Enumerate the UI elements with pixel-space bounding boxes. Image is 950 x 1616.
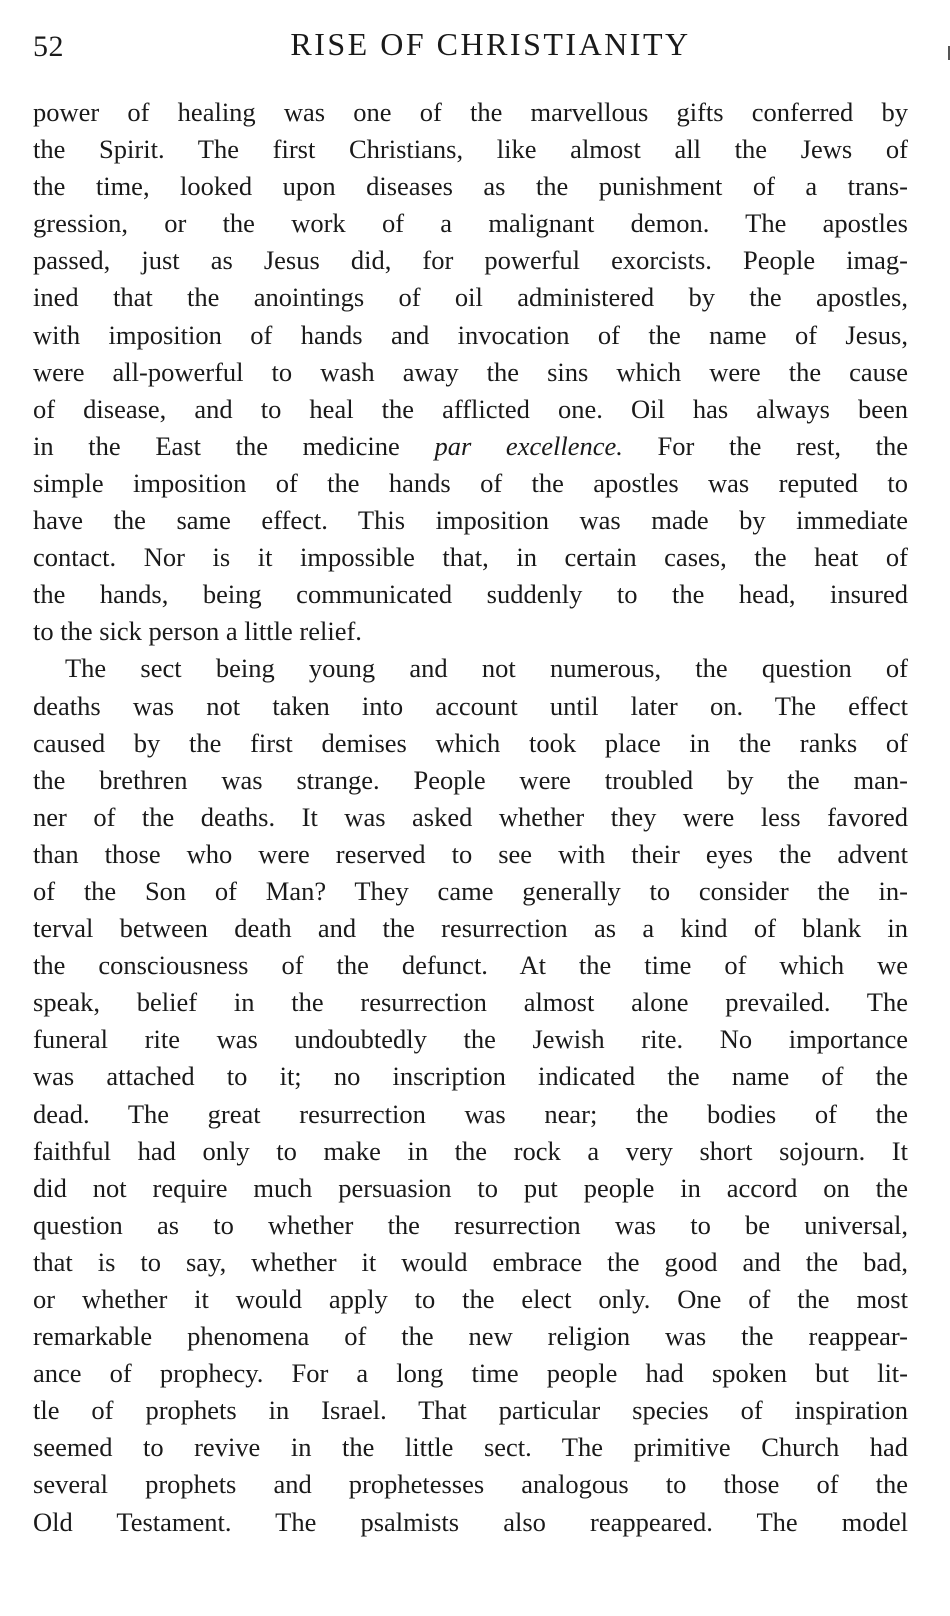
- text-line: power of healing was one of the marvellous gifts conferred by: [33, 97, 908, 127]
- text-line: the Spirit. The first Christians, like almost all the Jews of: [33, 134, 908, 165]
- text-line: the hands, being communicated suddenly to the head, insured: [33, 579, 908, 610]
- text-line: deaths was not taken into account until later on. The effect: [33, 690, 908, 721]
- text-line: passed, just as Jesus did, for powerful exorcists. People imag-: [33, 245, 908, 276]
- text-line: with imposition of hands and invocation of the name of Jesus,: [33, 319, 908, 350]
- text-line: were all-powerful to wash away the sins which were the cause: [33, 356, 908, 387]
- text-line: than those who were reserved to see with their eyes the advent: [33, 838, 908, 869]
- text-line: was attached to it; no inscription indicated the name of the: [33, 1061, 908, 1092]
- text-line: caused by the first demises which took place in the ranks of: [33, 727, 908, 758]
- text-line: gression, or the work of a malignant demon. The apostles: [33, 208, 908, 239]
- line-tail: For the rest, the: [622, 430, 908, 461]
- text-line: the consciousness of the defunct. At the time of which we: [33, 950, 908, 981]
- page-header: [33, 26, 908, 70]
- text-line: seemed to revive in the little sect. The primitive Church had: [33, 1432, 908, 1463]
- page-number: 52: [33, 30, 64, 63]
- text-line: contact. Nor is it impossible that, in certain cases, the heat of: [33, 542, 908, 573]
- text-line: the time, looked upon diseases as the punishment of a trans-: [33, 171, 908, 202]
- text-line: several prophets and prophetesses analogous to those of the: [33, 1469, 908, 1500]
- text-line: faithful had only to make in the rock a very short sojourn. It: [33, 1135, 908, 1166]
- text-line-with-italic: [33, 428, 908, 465]
- text-line: did not require much persuasion to put people in accord on the: [33, 1172, 908, 1203]
- text-line: have the same effect. This imposition was made by immediate: [33, 505, 908, 536]
- text-line: of disease, and to heal the afflicted one. Oil has always been: [33, 393, 908, 424]
- text-line: Old Testament. The psalmists also reappeared. The model: [33, 1506, 908, 1537]
- text-line: funeral rite was undoubtedly the Jewish rite. No importance: [33, 1024, 908, 1055]
- text-line: question as to whether the resurrection was to be universal,: [33, 1209, 908, 1240]
- text-line: tle of prophets in Israel. That particular species of inspiration: [33, 1395, 908, 1426]
- text-line: of the Son of Man? They came generally to consider the in-: [33, 875, 908, 906]
- text-line: ined that the anointings of oil administered by the apostles,: [33, 282, 908, 313]
- text-line: or whether it would apply to the elect only. One of the most: [33, 1284, 908, 1314]
- text-line: remarkable phenomena of the new religion was the reappear-: [33, 1321, 908, 1352]
- paragraph-start-line: The sect being young and not numerous, the question of: [65, 653, 908, 684]
- italic-phrase: par excellence.: [434, 430, 623, 461]
- text-line: simple imposition of the hands of the apostles was reputed to: [33, 467, 908, 498]
- text-line: dead. The great resurrection was near; the bodies of the: [33, 1098, 908, 1129]
- body-text: [33, 94, 908, 1541]
- text-line: terval between death and the resurrection as a kind of blank in: [33, 913, 908, 944]
- paragraph-end-line: to the sick person a little relief.: [33, 616, 362, 647]
- running-head: RISE OF CHRISTIANITY: [290, 26, 691, 62]
- text-line: the brethren was strange. People were troubled by the man-: [33, 764, 908, 795]
- text-line: that is to say, whether it would embrace the good and the bad,: [33, 1246, 908, 1277]
- text-line: speak, belief in the resurrection almost alone prevailed. The: [33, 987, 908, 1018]
- line-head: in the East the medicine: [33, 430, 435, 461]
- text-line: ner of the deaths. It was asked whether they were less favored: [33, 801, 908, 832]
- text-line: ance of prophecy. For a long time people had spoken but lit-: [33, 1358, 908, 1389]
